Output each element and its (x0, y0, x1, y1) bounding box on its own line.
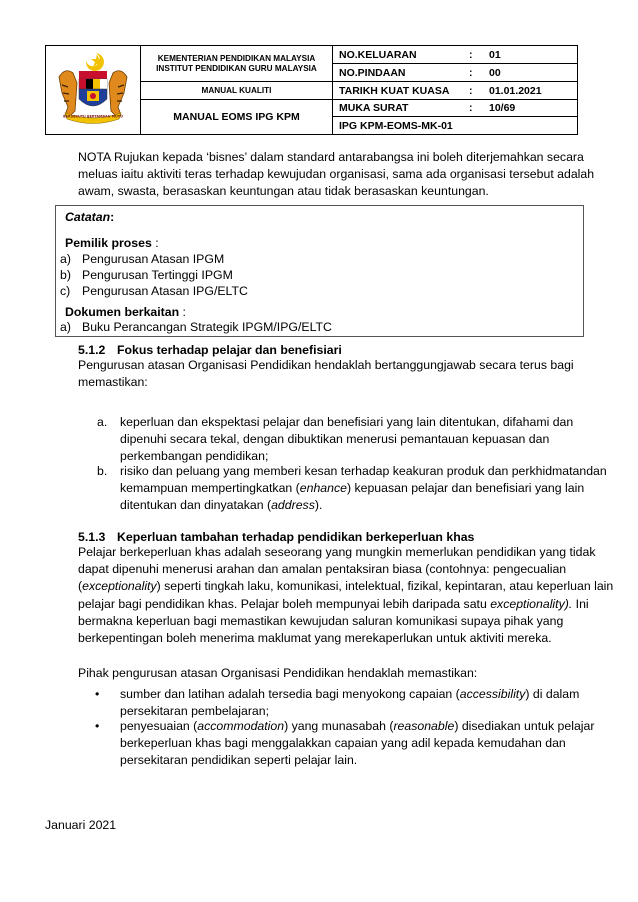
section-513-heading: 5.1.3 Keperluan tambahan terhadap pendidikan berkeperluan khas (78, 530, 475, 544)
footer-date: Januari 2021 (45, 818, 117, 832)
section-512-item-b: risiko dan peluang yang memberi kesan terhadap keakuran produk dan perkhidmatandan kemampuan mempertingkatkan (enhance) kepuasan pelajar dan benefisiari yang lain ditentukan dan dinyatakan (address). (120, 464, 607, 513)
intro-note-paragraph (78, 149, 595, 201)
field-page-number: MUKA SURAT : 10/69 (333, 100, 578, 117)
manual-quality-label: MANUAL KUALITI (141, 82, 333, 100)
section-513-bullet-2: penyesuaian (accommodation) yang munasabah (reasonable) disediakan untuk pelajar berkeperluan khas bagi menggalakkan capaian yang adil kepada kemudahan dan persekitaran pendidikan seperti pelajar lain. (120, 719, 595, 768)
institution-name-cell (141, 46, 333, 82)
process-owner-item: c) Pengurusan Atasan IPG/ELTC (60, 284, 248, 298)
field-amendment-no: NO.PINDAAN : 00 (333, 64, 578, 82)
manual-title: MANUAL EOMS IPG KPM (141, 100, 333, 135)
section-512-intro: Pengurusan atasan Organisasi Pendidikan hendaklah bertanggungjawab secara terus bagi memastikan: (78, 358, 574, 390)
svg-text:BERSEKUTU BERTAMBAH MUTU: BERSEKUTU BERTAMBAH MUTU (63, 114, 123, 118)
section-513-paragraph: Pelajar berkeperluan khas adalah seseorang yang mungkin memerlukan pendidikan yang tidak dapat dipenuhi menerusi arahan dan amalan pentaksiran biasa (contohnya: pengecualian (exceptionality) seperti tingkah laku, komunikasi, intelektual, fizikal, kepintaran, atau keperluan lain pelajar bagi pendidikan khas. Pelajar boleh mempunyai lebih daripada satu exceptionality). Ini bermakna keperluan bagi memastikan kewujudan saluran komunikasi supaya pihak yang berkepentingan boleh menerima maklumat yang merekaperlukan untuk aktiviti mereka. (78, 545, 614, 646)
bullet-icon: • (95, 719, 100, 733)
malaysia-coat-of-arms-icon (53, 49, 133, 127)
related-document-heading: Dokumen berkaitan : (65, 305, 186, 319)
section-512-item-a: keperluan dan ekspektasi pelajar dan benefisiari yang lain ditentukan, difahami dan dipenuhi secara tekal, dengan dibuktikan menerusi pemantauan kepuasan dan perkembangan pendidikan; (120, 415, 574, 464)
document-code: IPG KPM-EOMS-MK-01 (333, 117, 578, 135)
document-header-table (45, 45, 578, 135)
list-marker: a. (97, 415, 108, 429)
section-513-bullet-1: sumber dan latihan adalah tersedia bagi menyokong capaian (accessibility) di dalam persekitaran pembelajaran; (120, 687, 580, 719)
section-512-heading: 5.1.2 Fokus terhadap pelajar dan benefisiari (78, 343, 342, 357)
intro-line-1: NOTA Rujukan kepada ‘bisnes’ dalam standard antarabangsa ini boleh diterjemahkan secara (78, 150, 584, 164)
process-owner-item: b) Pengurusan Tertinggi IPGM (60, 268, 233, 282)
coat-of-arms-logo (46, 46, 141, 135)
process-owner-item: a) Pengurusan Atasan IPGM (60, 252, 225, 266)
note-title: Catatan: (65, 210, 115, 224)
institute-name: INSTITUT PENDIDIKAN GURU MALAYSIA (156, 63, 317, 73)
intro-line-3: awam, swasta, berasaskan keuntungan atau tidak berasaskan keuntungan. (78, 184, 489, 199)
ministry-name: KEMENTERIAN PENDIDIKAN MALAYSIA (157, 53, 316, 63)
section-513-lead: Pihak pengurusan atasan Organisasi Pendidikan hendaklah memastikan: (78, 666, 478, 680)
field-issue-no: NO.KELUARAN : 01 (333, 46, 578, 64)
note-box (55, 205, 584, 337)
field-effective-date: TARIKH KUAT KUASA : 01.01.2021 (333, 82, 578, 100)
related-document-item: a) Buku Perancangan Strategik IPGM/IPG/ELTC (60, 320, 332, 334)
list-marker: b. (97, 464, 108, 478)
bullet-icon: • (95, 687, 100, 701)
process-owner-heading: Pemilik proses : (65, 236, 159, 250)
intro-line-2: meluas iaitu aktiviti teras terhadap kewujudan organisasi, sama ada organisasi tersebut adalah (78, 167, 595, 182)
